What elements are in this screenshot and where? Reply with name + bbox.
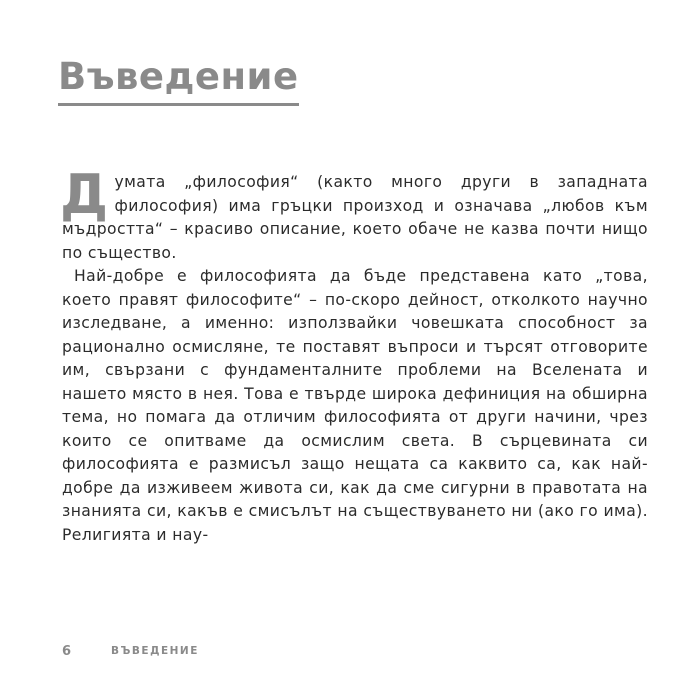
page-footer bbox=[62, 642, 199, 660]
paragraph-2: Най-добре е философията да бъде представена като „това, което правят философите“ – по-скоро дейност, отколкото научно изследване, а именно: използвайки човешката способност за рационално осмисляне, те поставят въпроси и търсят отговорите им, свързани с фундаменталните проблеми на Вселената и нашето място в нея. Това е твърде широка дефиниция на обширна тема, но помага да отличим философията от други начини, чрез които се опитваме да осмислим света. В сърцевината си философията е размисъл защо нещата са каквито са, как най-добре да изживеем живота си, как да сме сигурни в правотата на знанията си, какъв е смисълът на съществуването ни (ако го има). Религията и нау- bbox=[62, 267, 648, 544]
paragraph-1-text: умата „философия“ (както много други в западната философия) има гръцки произход и означава „любов към мъдростта“ – красиво описание, което обаче не казва почти нищо по същество. bbox=[62, 173, 648, 262]
paragraph-1 bbox=[60, 163, 648, 265]
drop-cap: Д bbox=[60, 163, 109, 226]
chapter-title: Въведение bbox=[58, 58, 299, 106]
body-text bbox=[60, 163, 648, 547]
running-head: ВЪВЕДЕНИЕ bbox=[111, 645, 199, 657]
page-number: 6 bbox=[62, 643, 72, 659]
